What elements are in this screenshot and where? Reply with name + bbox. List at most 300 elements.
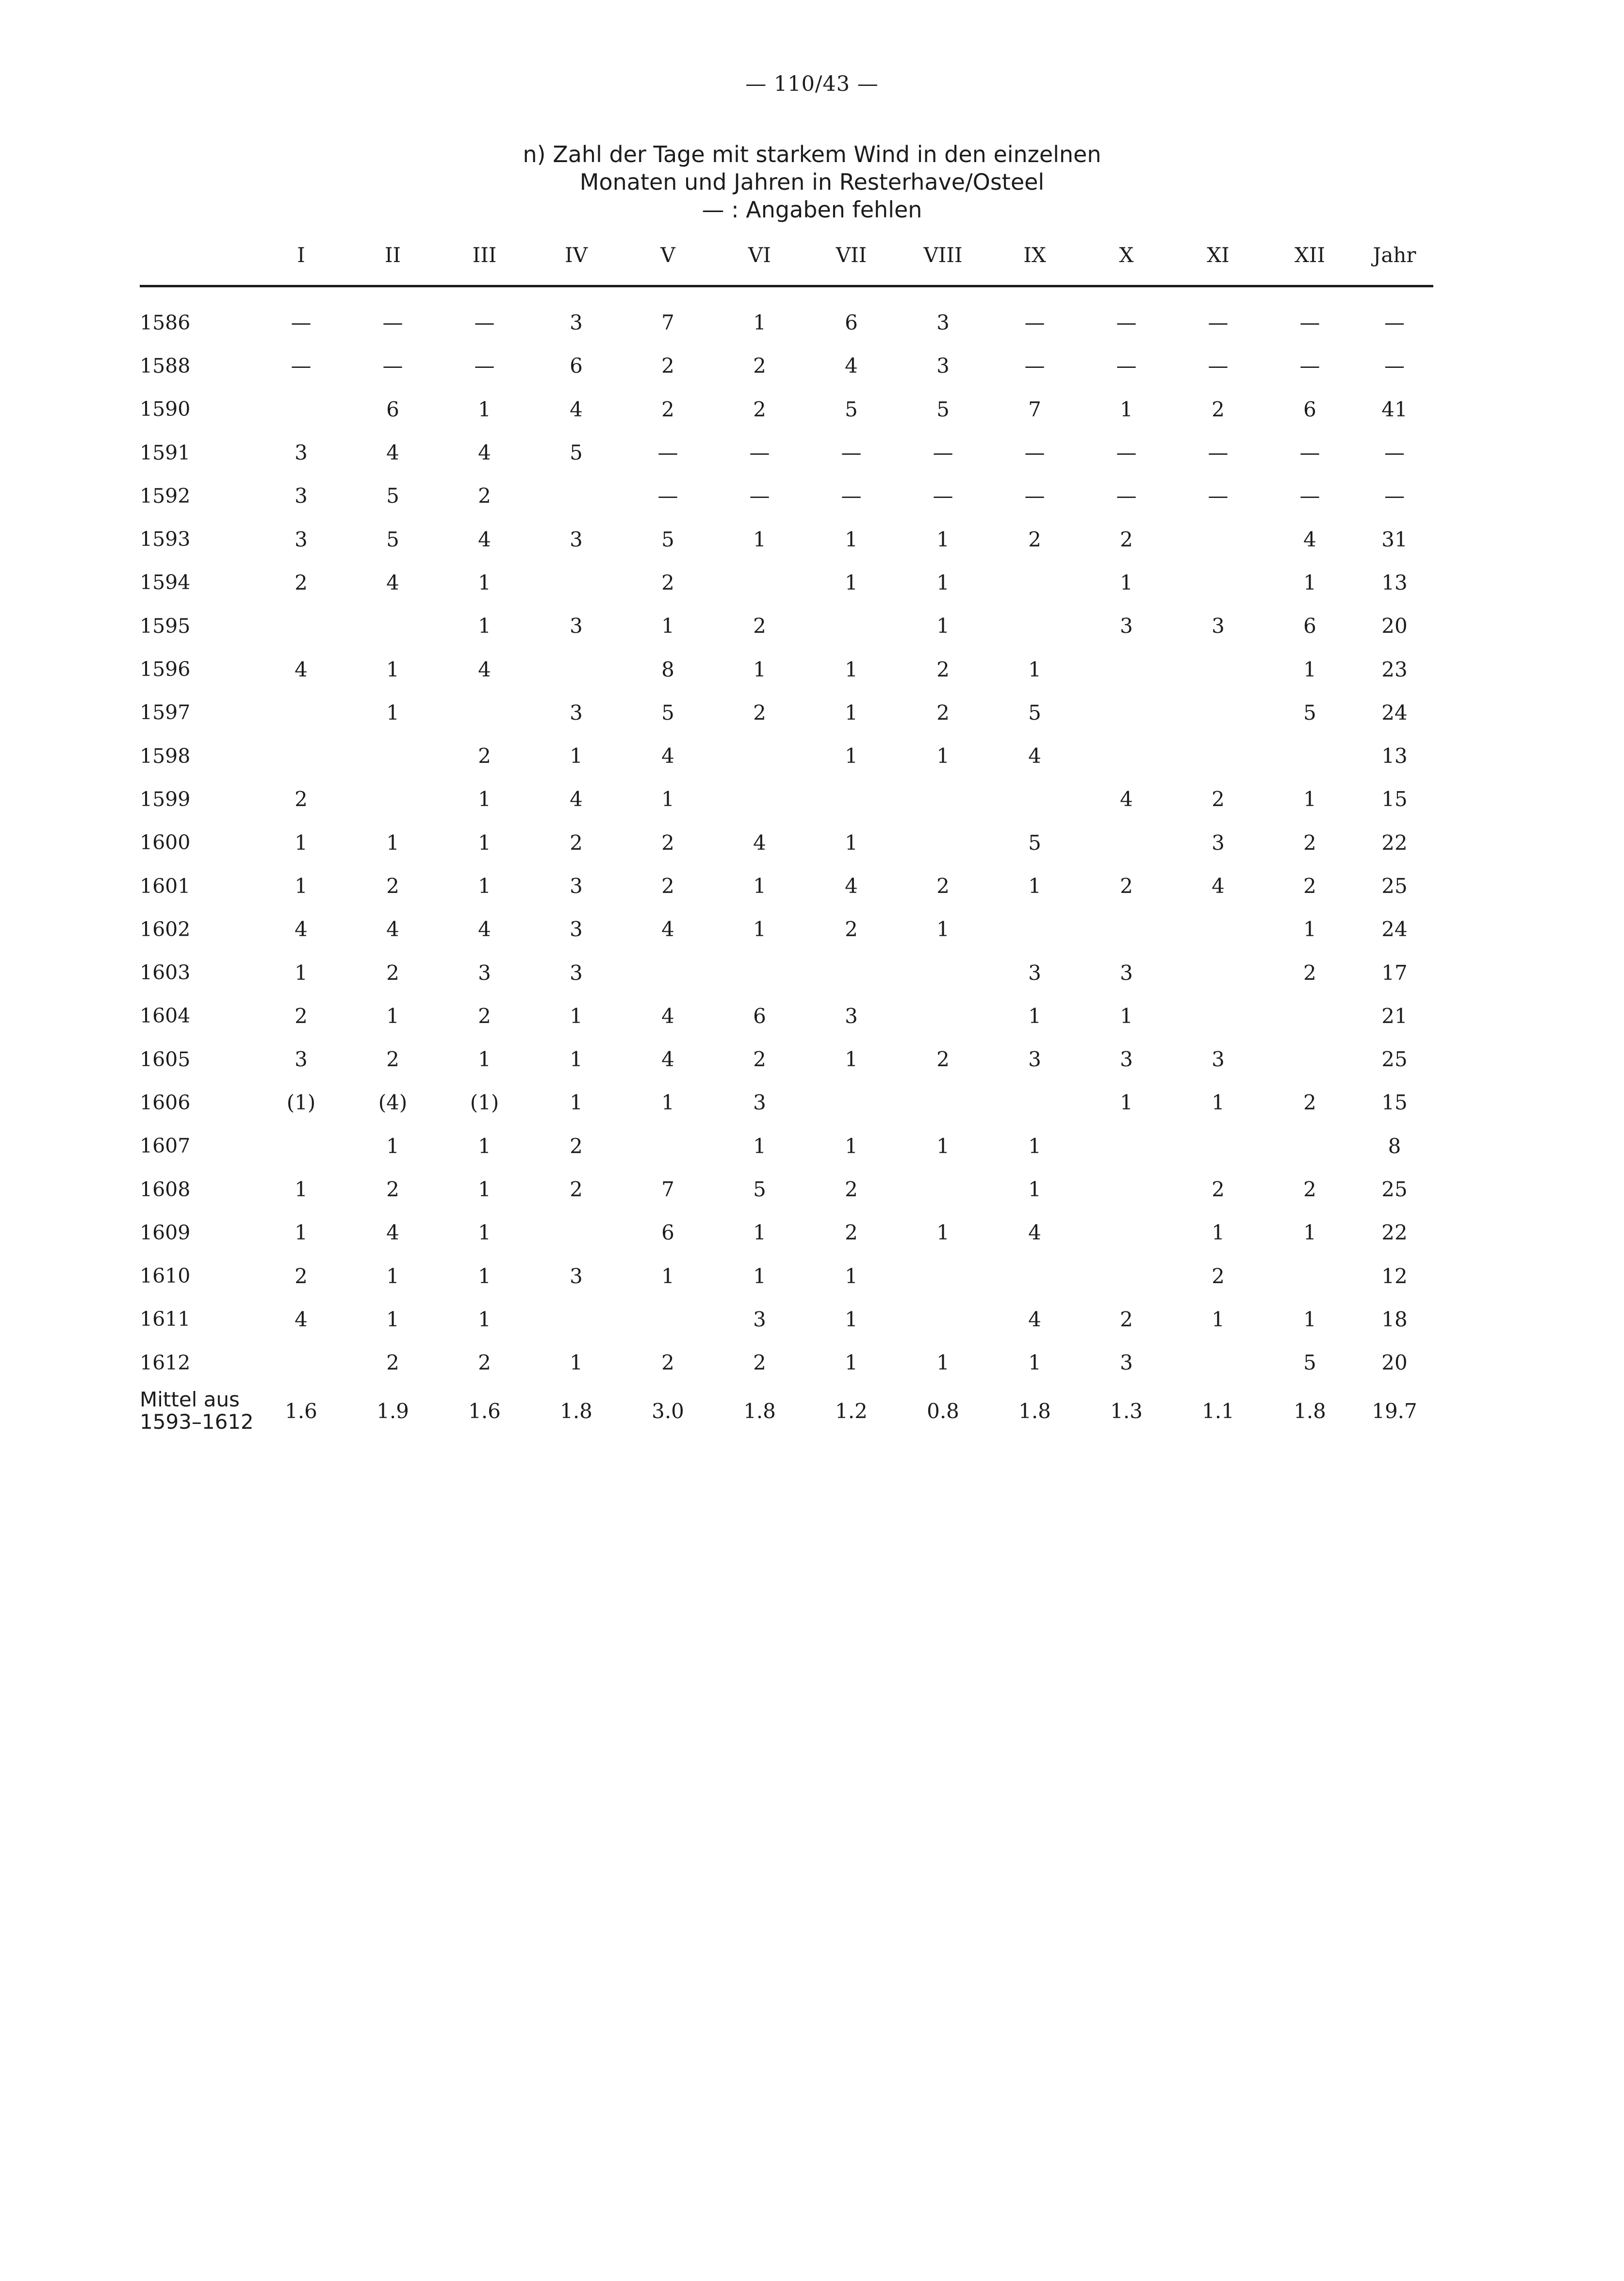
- value-cell: 31: [1381, 527, 1408, 551]
- value-cell: 12: [1381, 1264, 1408, 1288]
- value-cell: 1: [936, 527, 950, 551]
- value-cell: 4: [478, 527, 491, 551]
- value-cell: 1: [845, 1264, 858, 1288]
- value-cell: 1: [1028, 1004, 1041, 1028]
- table-row: [140, 1298, 1433, 1341]
- value-cell: 2: [478, 484, 491, 508]
- value-cell: —: [474, 354, 495, 378]
- value-cell: [897, 1255, 989, 1298]
- value-cell: 3: [570, 874, 583, 898]
- value-cell: 1: [295, 830, 308, 855]
- value-cell: 2: [1212, 787, 1225, 811]
- value-cell: 1: [1303, 1221, 1316, 1245]
- year-cell: 1594: [140, 571, 191, 595]
- value-cell: 24: [1381, 917, 1408, 942]
- value-cell: [989, 1255, 1081, 1298]
- value-cell: 18: [1381, 1307, 1408, 1331]
- table-row: [140, 1168, 1433, 1211]
- value-cell: 13: [1381, 570, 1408, 595]
- value-cell: 2: [386, 874, 399, 898]
- value-cell: —: [657, 441, 678, 465]
- value-cell: 4: [1120, 787, 1133, 811]
- value-cell: [1081, 734, 1172, 777]
- value-cell: 4: [386, 1221, 399, 1245]
- year-cell: 1597: [140, 701, 191, 725]
- mean-row: [140, 1384, 1433, 1438]
- mean-label-line-2: 1593–1612: [140, 1410, 254, 1434]
- value-cell: 1: [478, 1264, 491, 1288]
- value-cell: [1081, 908, 1172, 951]
- value-cell: 5: [386, 527, 399, 551]
- value-cell: [1081, 691, 1172, 734]
- year-cell: 1591: [140, 441, 191, 464]
- value-cell: 2: [845, 1221, 858, 1245]
- value-cell: 3: [1212, 1047, 1225, 1072]
- value-cell: 2: [661, 570, 674, 595]
- value-cell: 25: [1381, 1177, 1408, 1202]
- value-cell: [714, 777, 805, 821]
- value-cell: [714, 561, 805, 604]
- table-row: [140, 1255, 1433, 1298]
- header-x: X: [1081, 240, 1172, 286]
- table-spacer-row: [140, 286, 1433, 301]
- value-cell: 5: [661, 527, 674, 551]
- table-title: [0, 141, 1624, 224]
- value-cell: 2: [936, 874, 950, 898]
- value-cell: 2: [570, 830, 583, 855]
- value-cell: 2: [1120, 1307, 1133, 1331]
- value-cell: (4): [378, 1091, 408, 1115]
- value-cell: 4: [661, 744, 674, 768]
- value-cell: —: [1299, 484, 1320, 508]
- value-cell: 2: [1120, 527, 1133, 551]
- value-cell: 3: [570, 614, 583, 638]
- value-cell: [255, 604, 347, 647]
- value-cell: —: [749, 441, 770, 465]
- value-cell: 1: [753, 874, 766, 898]
- value-cell: 13: [1381, 744, 1408, 768]
- value-cell: —: [1116, 441, 1137, 465]
- value-cell: 25: [1381, 874, 1408, 898]
- value-cell: 1: [386, 830, 399, 855]
- value-cell: 4: [478, 657, 491, 681]
- value-cell: —: [1024, 354, 1045, 378]
- value-cell: 4: [661, 1047, 674, 1072]
- mean-value-cell: 1.8: [560, 1399, 592, 1423]
- value-cell: 5: [1028, 700, 1041, 725]
- value-cell: —: [1208, 311, 1229, 335]
- value-cell: 4: [570, 397, 583, 421]
- value-cell: 1: [845, 830, 858, 855]
- value-cell: 2: [845, 1177, 858, 1202]
- value-cell: 1: [1028, 1351, 1041, 1375]
- value-cell: [714, 951, 805, 994]
- value-cell: 8: [661, 657, 674, 681]
- year-cell: 1601: [140, 874, 191, 898]
- value-cell: 1: [386, 1134, 399, 1158]
- value-cell: 1: [478, 1134, 491, 1158]
- value-cell: 3: [570, 527, 583, 551]
- year-cell: 1588: [140, 354, 191, 378]
- value-cell: —: [749, 484, 770, 508]
- value-cell: [1264, 994, 1356, 1038]
- value-cell: [1081, 1168, 1172, 1211]
- value-cell: 4: [295, 657, 308, 681]
- value-cell: 3: [1212, 830, 1225, 855]
- value-cell: 4: [753, 830, 766, 855]
- table-row: [140, 431, 1433, 474]
- value-cell: —: [1024, 311, 1045, 335]
- value-cell: 2: [661, 397, 674, 421]
- value-cell: 1: [1120, 397, 1133, 421]
- value-cell: 4: [1212, 874, 1225, 898]
- value-cell: [989, 604, 1081, 647]
- value-cell: 1: [845, 1047, 858, 1072]
- value-cell: 1: [570, 1047, 583, 1072]
- table-row: [140, 301, 1433, 344]
- value-cell: 3: [570, 960, 583, 985]
- value-cell: 4: [845, 874, 858, 898]
- value-cell: 2: [570, 1134, 583, 1158]
- value-cell: 1: [845, 570, 858, 595]
- value-cell: 2: [1028, 527, 1041, 551]
- value-cell: [1081, 821, 1172, 864]
- year-cell: 1592: [140, 484, 191, 508]
- value-cell: 1: [570, 1004, 583, 1028]
- value-cell: [1172, 908, 1264, 951]
- table-row: [140, 1211, 1433, 1254]
- value-cell: 1: [936, 1221, 950, 1245]
- value-cell: [897, 1081, 989, 1124]
- value-cell: 4: [1028, 1307, 1041, 1331]
- value-cell: 3: [936, 311, 950, 335]
- value-cell: 1: [1303, 570, 1316, 595]
- value-cell: [897, 821, 989, 864]
- value-cell: [1172, 561, 1264, 604]
- table-row: [140, 821, 1433, 864]
- table-row: [140, 1081, 1433, 1124]
- header-jahr: Jahr: [1356, 240, 1433, 286]
- value-cell: 3: [1028, 960, 1041, 985]
- table-row: [140, 864, 1433, 908]
- value-cell: 7: [661, 311, 674, 335]
- value-cell: 1: [295, 1221, 308, 1245]
- value-cell: —: [933, 484, 953, 508]
- value-cell: 5: [661, 700, 674, 725]
- value-cell: 1: [386, 1307, 399, 1331]
- value-cell: [622, 1124, 714, 1168]
- value-cell: [622, 951, 714, 994]
- value-cell: 2: [386, 1177, 399, 1202]
- value-cell: 1: [845, 1351, 858, 1375]
- table-row: [140, 1341, 1433, 1384]
- table-row: [140, 561, 1433, 604]
- value-cell: [805, 951, 897, 994]
- value-cell: 1: [386, 1264, 399, 1288]
- value-cell: 1: [478, 1307, 491, 1331]
- value-cell: 2: [386, 1047, 399, 1072]
- value-cell: 25: [1381, 1047, 1408, 1072]
- value-cell: 5: [936, 397, 950, 421]
- value-cell: 2: [295, 1004, 308, 1028]
- mean-value-cell: 1.2: [835, 1399, 868, 1423]
- value-cell: 1: [661, 614, 674, 638]
- mean-value-cell: 1.8: [1018, 1399, 1051, 1423]
- year-cell: 1590: [140, 397, 191, 421]
- value-cell: 1: [1120, 1091, 1133, 1115]
- value-cell: —: [291, 354, 312, 378]
- value-cell: 1: [753, 1134, 766, 1158]
- value-cell: [1264, 734, 1356, 777]
- value-cell: 1: [936, 1351, 950, 1375]
- value-cell: 1: [936, 570, 950, 595]
- mean-value-cell: 1.6: [285, 1399, 317, 1423]
- value-cell: [255, 1124, 347, 1168]
- value-cell: 2: [753, 397, 766, 421]
- value-cell: 1: [753, 311, 766, 335]
- mean-value-cell: 1.9: [377, 1399, 409, 1423]
- year-cell: 1606: [140, 1091, 191, 1114]
- value-cell: 23: [1381, 657, 1408, 681]
- value-cell: 22: [1381, 1221, 1408, 1245]
- title-line-1: n) Zahl der Tage mit starkem Wind in den einzelnen: [523, 141, 1101, 167]
- header-ix: IX: [989, 240, 1081, 286]
- value-cell: 2: [753, 1351, 766, 1375]
- value-cell: 3: [570, 1264, 583, 1288]
- value-cell: —: [1208, 441, 1229, 465]
- table-row: [140, 647, 1433, 691]
- value-cell: —: [1024, 484, 1045, 508]
- table-row: [140, 474, 1433, 517]
- value-cell: 6: [386, 397, 399, 421]
- value-cell: 4: [295, 1307, 308, 1331]
- table-row: [140, 734, 1433, 777]
- value-cell: 1: [478, 1047, 491, 1072]
- value-cell: 1: [753, 917, 766, 942]
- year-cell: 1610: [140, 1264, 191, 1288]
- value-cell: 5: [753, 1177, 766, 1202]
- value-cell: 3: [1212, 614, 1225, 638]
- value-cell: 1: [295, 1177, 308, 1202]
- value-cell: [805, 777, 897, 821]
- value-cell: 1: [386, 1004, 399, 1028]
- value-cell: [530, 1298, 622, 1341]
- value-cell: [1172, 647, 1264, 691]
- mean-value-cell: 1.3: [1110, 1399, 1143, 1423]
- mean-value-cell: 19.7: [1372, 1399, 1417, 1423]
- value-cell: —: [933, 441, 953, 465]
- value-cell: (1): [470, 1091, 499, 1115]
- value-cell: 3: [1120, 1351, 1133, 1375]
- year-cell: 1596: [140, 658, 191, 681]
- header-ii: II: [347, 240, 439, 286]
- value-cell: —: [1384, 311, 1405, 335]
- value-cell: 24: [1381, 700, 1408, 725]
- value-cell: [439, 691, 530, 734]
- table-row: [140, 1124, 1433, 1168]
- value-cell: 15: [1381, 1091, 1408, 1115]
- value-cell: 4: [661, 917, 674, 942]
- value-cell: 15: [1381, 787, 1408, 811]
- value-cell: [1264, 1255, 1356, 1298]
- year-cell: 1595: [140, 614, 191, 638]
- value-cell: 6: [845, 311, 858, 335]
- value-cell: 3: [845, 1004, 858, 1028]
- value-cell: [1172, 734, 1264, 777]
- value-cell: 1: [1212, 1221, 1225, 1245]
- title-legend: — : Angaben fehlen: [702, 197, 922, 223]
- value-cell: 3: [936, 354, 950, 378]
- value-cell: 1: [845, 744, 858, 768]
- value-cell: 2: [1303, 830, 1316, 855]
- mean-value-cell: 0.8: [927, 1399, 959, 1423]
- value-cell: 2: [753, 354, 766, 378]
- value-cell: 1: [753, 1264, 766, 1288]
- value-cell: —: [1116, 354, 1137, 378]
- value-cell: 1: [1028, 874, 1041, 898]
- value-cell: 1: [1303, 787, 1316, 811]
- value-cell: 2: [478, 1004, 491, 1028]
- year-cell: 1599: [140, 787, 191, 811]
- value-cell: [530, 561, 622, 604]
- value-cell: 5: [1028, 830, 1041, 855]
- value-cell: 1: [845, 700, 858, 725]
- value-cell: 2: [661, 354, 674, 378]
- value-cell: 4: [570, 787, 583, 811]
- header-iv: IV: [530, 240, 622, 286]
- value-cell: 2: [295, 787, 308, 811]
- value-cell: 3: [753, 1091, 766, 1115]
- value-cell: 4: [1303, 527, 1316, 551]
- value-cell: 2: [936, 657, 950, 681]
- value-cell: 1: [1028, 657, 1041, 681]
- value-cell: —: [474, 311, 495, 335]
- value-cell: [1264, 1124, 1356, 1168]
- value-cell: 1: [295, 874, 308, 898]
- value-cell: 2: [1212, 1177, 1225, 1202]
- value-cell: 3: [478, 960, 491, 985]
- value-cell: —: [382, 311, 403, 335]
- value-cell: [1172, 951, 1264, 994]
- value-cell: 4: [386, 570, 399, 595]
- value-cell: [347, 734, 439, 777]
- value-cell: 3: [570, 917, 583, 942]
- value-cell: 1: [845, 1134, 858, 1158]
- value-cell: 1: [845, 527, 858, 551]
- value-cell: 1: [936, 917, 950, 942]
- value-cell: 1: [478, 614, 491, 638]
- value-cell: [1081, 1255, 1172, 1298]
- value-cell: 6: [1303, 397, 1316, 421]
- value-cell: —: [291, 311, 312, 335]
- value-cell: 2: [1303, 960, 1316, 985]
- value-cell: 1: [478, 397, 491, 421]
- wind-days-table-container: [140, 240, 1433, 1438]
- value-cell: 2: [1303, 1091, 1316, 1115]
- value-cell: 1: [1028, 1177, 1041, 1202]
- table-row: [140, 691, 1433, 734]
- value-cell: 2: [1303, 1177, 1316, 1202]
- value-cell: 1: [753, 527, 766, 551]
- header-year: [140, 240, 255, 286]
- value-cell: [1081, 1124, 1172, 1168]
- value-cell: 22: [1381, 830, 1408, 855]
- table-row: [140, 951, 1433, 994]
- value-cell: 2: [936, 700, 950, 725]
- value-cell: 1: [1212, 1307, 1225, 1331]
- value-cell: 4: [661, 1004, 674, 1028]
- value-cell: 6: [661, 1221, 674, 1245]
- year-cell: 1600: [140, 831, 191, 855]
- value-cell: —: [1116, 311, 1137, 335]
- table-row: [140, 344, 1433, 387]
- year-cell: 1603: [140, 961, 191, 985]
- value-cell: —: [1299, 354, 1320, 378]
- value-cell: —: [841, 441, 862, 465]
- value-cell: 3: [1028, 1047, 1041, 1072]
- table-header-row: [140, 240, 1433, 286]
- value-cell: 4: [386, 917, 399, 942]
- mean-value-cell: 1.8: [1294, 1399, 1326, 1423]
- value-cell: 3: [295, 1047, 308, 1072]
- value-cell: 1: [570, 744, 583, 768]
- table-row: [140, 388, 1433, 431]
- mean-value-cell: 3.0: [652, 1399, 684, 1423]
- value-cell: [897, 1298, 989, 1341]
- table-row: [140, 604, 1433, 647]
- value-cell: 4: [845, 354, 858, 378]
- value-cell: [530, 647, 622, 691]
- value-cell: [805, 1081, 897, 1124]
- value-cell: 4: [1028, 1221, 1041, 1245]
- value-cell: 3: [570, 700, 583, 725]
- year-cell: 1608: [140, 1177, 191, 1201]
- value-cell: 2: [753, 1047, 766, 1072]
- table-row: [140, 994, 1433, 1038]
- value-cell: 1: [570, 1351, 583, 1375]
- value-cell: 41: [1381, 397, 1408, 421]
- value-cell: 6: [570, 354, 583, 378]
- value-cell: 3: [295, 484, 308, 508]
- value-cell: [1172, 1124, 1264, 1168]
- value-cell: 1: [295, 960, 308, 985]
- value-cell: 1: [1028, 1134, 1041, 1158]
- value-cell: —: [1024, 441, 1045, 465]
- value-cell: 21: [1381, 1004, 1408, 1028]
- title-line-2: Monaten und Jahren in Resterhave/Osteel: [579, 169, 1045, 195]
- value-cell: 2: [661, 874, 674, 898]
- value-cell: 3: [1120, 614, 1133, 638]
- header-xi: XI: [1172, 240, 1264, 286]
- value-cell: 1: [478, 1221, 491, 1245]
- value-cell: 1: [1120, 1004, 1133, 1028]
- year-cell: 1593: [140, 528, 191, 551]
- value-cell: 1: [478, 1177, 491, 1202]
- value-cell: 1: [1120, 570, 1133, 595]
- value-cell: 2: [1120, 874, 1133, 898]
- value-cell: 1: [936, 1134, 950, 1158]
- value-cell: 1: [1212, 1091, 1225, 1115]
- value-cell: 2: [753, 700, 766, 725]
- value-cell: [1081, 647, 1172, 691]
- value-cell: [622, 1298, 714, 1341]
- value-cell: 1: [478, 830, 491, 855]
- value-cell: 1: [386, 700, 399, 725]
- value-cell: —: [1299, 311, 1320, 335]
- value-cell: [1172, 517, 1264, 561]
- header-i: I: [255, 240, 347, 286]
- value-cell: 20: [1381, 614, 1408, 638]
